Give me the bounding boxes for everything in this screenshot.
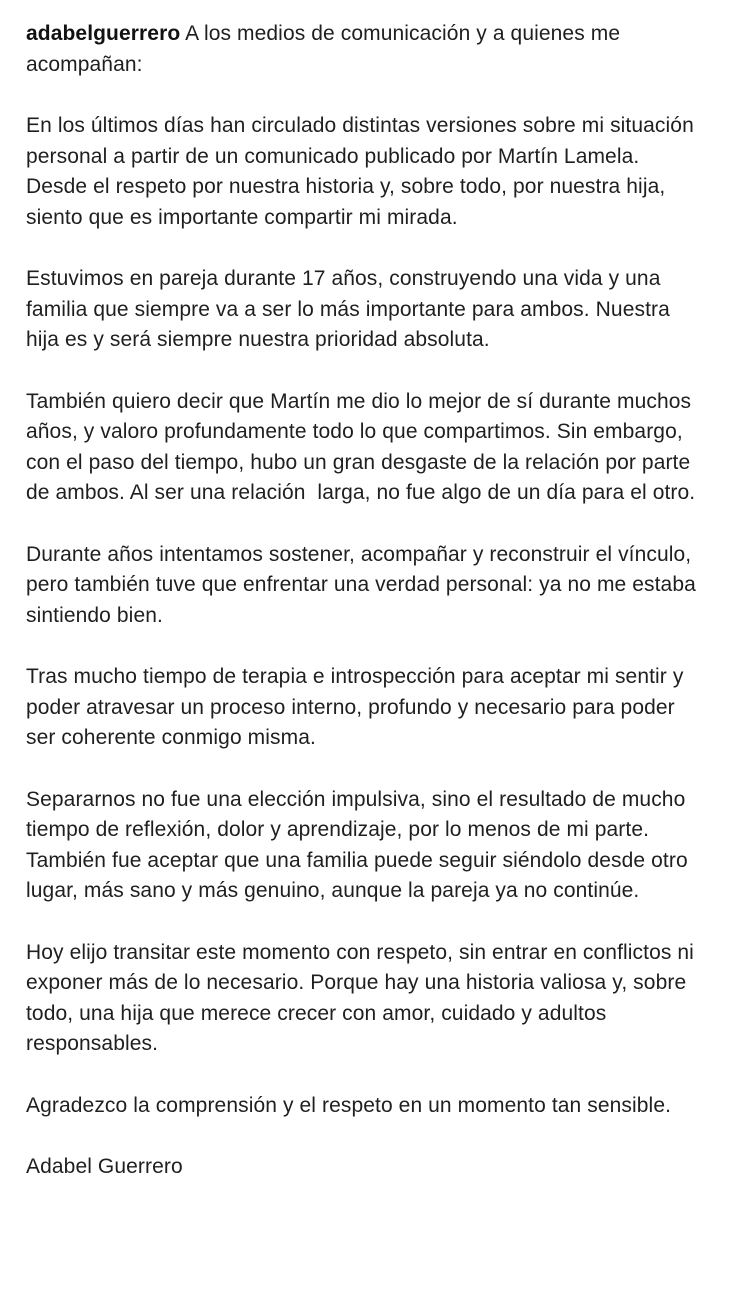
paragraph-7: Hoy elijo transitar este momento con respeto, sin entrar en conflictos ni exponer más de lo necesario. Porque hay una historia valiosa y, sobre todo, una hija que merece crecer con amor, cuidado y adultos responsables. [26, 940, 700, 1055]
caption-lead-text: A los medios de comunicación y a quienes me acompañan: [26, 22, 621, 76]
paragraph-8: Agradezco la comprensión y el respeto en un momento tan sensible. [26, 1093, 672, 1117]
signature: Adabel Guerrero [26, 1155, 183, 1178]
username-link[interactable]: adabelguerrero [26, 22, 181, 45]
paragraph-6: Separarnos no fue una elección impulsiva, sino el resultado de mucho tiempo de reflexión, dolor y aprendizaje, por lo menos de mi parte. También fue aceptar que una familia puede seguir siéndolo desde otro lugar, más sano y más genuino, aunque la pareja ya no continúe. [26, 787, 694, 902]
paragraph-1: En los últimos días han circulado distintas versiones sobre mi situación personal a partir de un comunicado publicado por Martín Lamela. Desde el respeto por nuestra historia y, sobre todo, por nuestra hija, siento que es importante compartir mi mirada. [26, 114, 700, 229]
caption-header [26, 19, 704, 80]
paragraph-5: Tras mucho tiempo de terapia e introspección para aceptar mi sentir y poder atravesar un proceso interno, profundo y necesario para poder ser coherente conmigo misma. [26, 665, 690, 749]
paragraph-3: También quiero decir que Martín me dio lo mejor de sí durante muchos años, y valoro profundamente todo lo que compartimos. Sin embargo, con el paso del tiempo, hubo un gran desgaste de la relación por parte de ambos. Al ser una relación larga, no fue algo de un día para el otro. [26, 389, 698, 504]
paragraph-2: Estuvimos en pareja durante 17 años, construyendo una vida y una familia que siempre va a ser lo más importante para ambos. Nuestra hija es y será siempre nuestra prioridad absoluta. [26, 267, 676, 351]
paragraph-4: Durante años intentamos sostener, acompañar y reconstruir el vínculo, pero también tuve que enfrentar una verdad personal: ya no me estaba sintiendo bien. [26, 542, 702, 627]
